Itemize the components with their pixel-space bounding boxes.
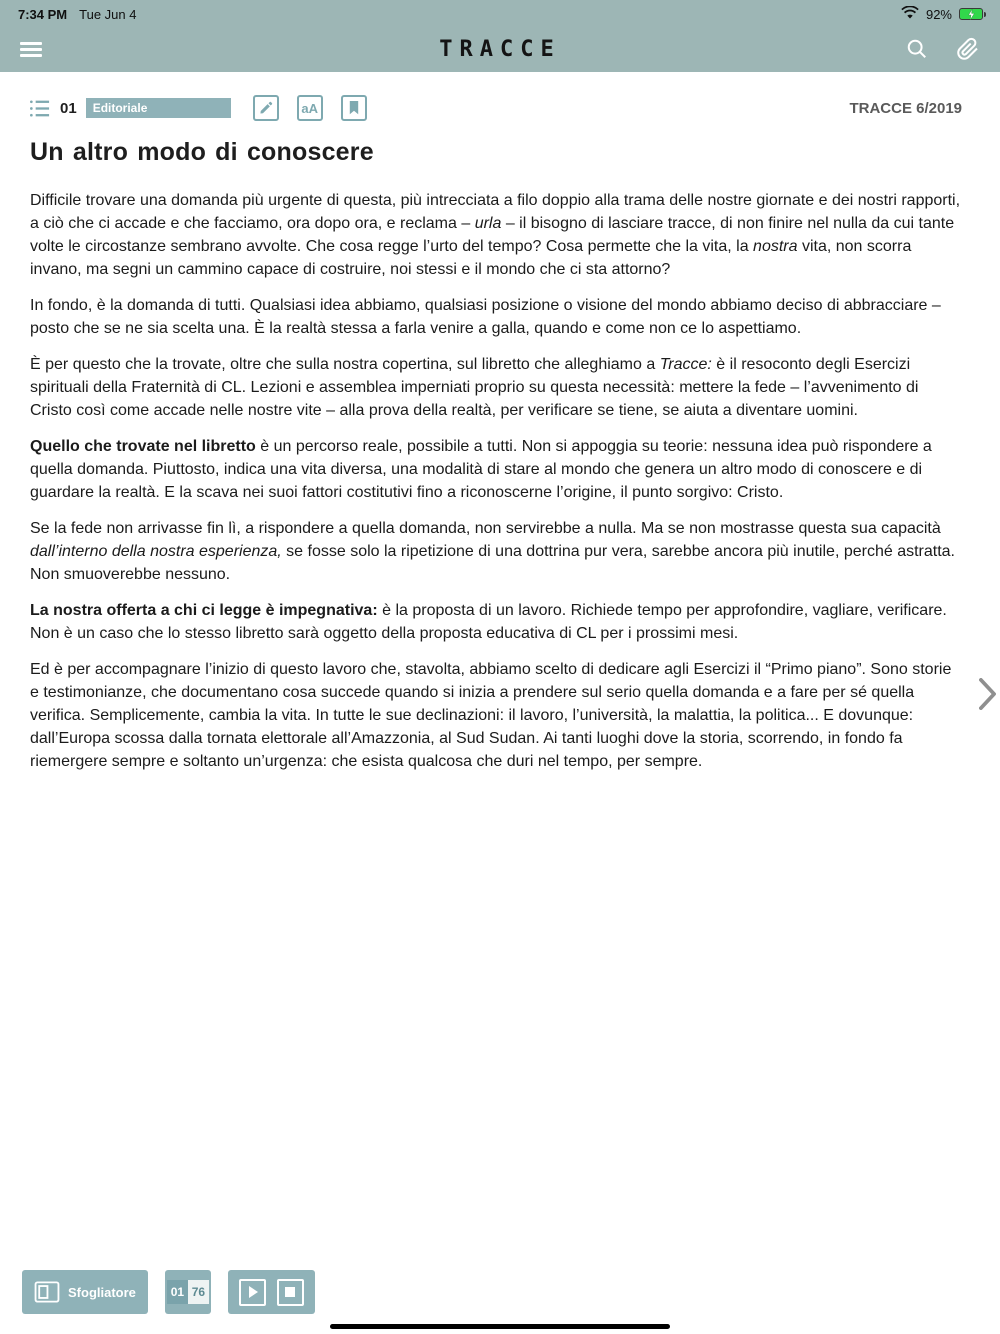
font-size-button[interactable]: [297, 95, 323, 121]
sfogliatore-button[interactable]: [22, 1270, 148, 1314]
status-date: Tue Jun 4: [79, 6, 137, 22]
section-badge: Editoriale: [86, 98, 231, 118]
play-icon[interactable]: [239, 1279, 266, 1306]
article: [0, 138, 1000, 773]
status-right: [901, 6, 986, 22]
app-logo: TRACCE: [439, 36, 561, 62]
status-left: [18, 7, 136, 22]
bookmark-icon[interactable]: [341, 95, 367, 121]
article-paragraph: Difficile trovare una domanda più urgente di questa, più intrecciata a filo doppio alla trama delle nostre giornate e dei nostri rapporti, a ciò che ci accade e che facciamo, ora dopo ora, e reclama – urla – il bisogno di lasciare tracce, di non finire nel nulla da cui tante volte le circostanze sembrano avvolte. Che cosa regge l’urto del tempo? Cosa permette che la vita, la nostra vita, non scorra invano, ma segni un cammino capace di costruire, noi stessi e il mondo che ci sta attorno?: [30, 192, 961, 278]
status-time: 7:34 PM: [18, 6, 68, 22]
audio-controls: [228, 1270, 315, 1314]
total-pages: 76: [188, 1280, 209, 1304]
search-icon[interactable]: [906, 38, 928, 60]
font-size-label: aA: [301, 100, 318, 116]
article-paragraph: È per questo che la trovate, oltre che sulla nostra copertina, sul libretto che alleghiamo a Tracce: è il resoconto degli Esercizi spirituali della Fraternità di CL. Lezioni e assemblea imperniati proprio su questa necessità: mettere la fede – l’avvenimento di Cristo così come accade nelle nostre vite – alla prova della realtà, per verificare se tiene, se aiuta a diventare uomini.: [30, 356, 919, 419]
stop-icon[interactable]: [277, 1279, 304, 1306]
bottom-controls: [22, 1270, 315, 1314]
wifi-icon: [901, 6, 919, 22]
index-list-icon[interactable]: [28, 97, 51, 120]
status-bar: [0, 0, 1000, 26]
battery-icon: [959, 8, 986, 20]
annotate-pencil-icon[interactable]: [253, 95, 279, 121]
battery-percent: 92%: [925, 6, 952, 22]
header: [0, 0, 1000, 72]
article-paragraph: Quello che trovate nel libretto è un percorso reale, possibile a tutti. Non si appoggia su teorie: nessuna idea può rispondere a quella domanda. Piuttosto, indica una vita diversa, una modalità di stare al mondo che genera un altro modo di conoscere e di guardare la realtà. E la scava nei suoi fattori costitutivi fino a riconoscerne l’origine, il punto sorgivo: Cristo.: [30, 438, 932, 501]
paperclip-icon[interactable]: [956, 37, 980, 61]
article-number: 01: [60, 99, 77, 117]
article-paragraph: Se la fede non arrivasse fin lì, a rispondere a quella domanda, non servirebbe a nulla. Ma se non mostrasse questa sua capacità dall’interno della nostra esperienza, se fosse solo la ripetizione di una dottrina pur vera, sarebbe ancora più inutile, perché astratta. Non smuoverebbe nessuno.: [30, 520, 955, 583]
nav-right: [906, 37, 980, 61]
page-indicator[interactable]: [165, 1270, 211, 1314]
article-toolbar: [28, 95, 962, 121]
current-page: 01: [167, 1280, 188, 1304]
charging-bolt-icon: [967, 9, 975, 20]
sfogliatore-label: Sfogliatore: [68, 1284, 136, 1300]
nav-bar: [0, 26, 1000, 72]
article-paragraph: In fondo, è la domanda di tutti. Qualsiasi idea abbiamo, qualsiasi posizione o visione del mondo abbiamo deciso di abbracciare – posto che se ne sia scelta una. È la realtà stessa a farla venire a galla, quando e come non ce lo aspettiamo.: [30, 297, 941, 337]
issue-label: TRACCE 6/2019: [849, 99, 962, 117]
article-paragraph: Ed è per accompagnare l’inizio di questo lavoro che, stavolta, abbiamo scelto di dedicare agli Esercizi il “Primo piano”. Sono storie e testimonianze, che documentano cosa succede quando si inizia a prendere sul serio quella domanda e a fare per sé quella verifica. Semplicemente, cambia la vita. In tutte le sue declinazioni: il lavoro, l’università, la malattia, la politica... E dovunque: dall’Europa scossa dalla tornata elettorale all’Amazzonia, al Sud Sudan. Ai tanti luoghi dove la storia, scorrendo, in fondo fa riemergere sempre e soltanto un’urgenza: che esista qualcosa che duri nel tempo, per sempre.: [30, 661, 952, 770]
page-flip-icon: [34, 1281, 60, 1303]
article-paragraph: La nostra offerta a chi ci legge è impegnativa: è la proposta di un lavoro. Richiede tempo per approfondire, vagliare, verificare. Non è un caso che lo stesso libretto sarà oggetto della proposta educativa di CL per i prossimi mesi.: [30, 602, 947, 642]
next-page-chevron-icon[interactable]: [977, 676, 998, 715]
article-body: [30, 189, 962, 773]
home-indicator[interactable]: [330, 1324, 670, 1329]
article-title: Un altro modo di conoscere: [30, 138, 374, 166]
